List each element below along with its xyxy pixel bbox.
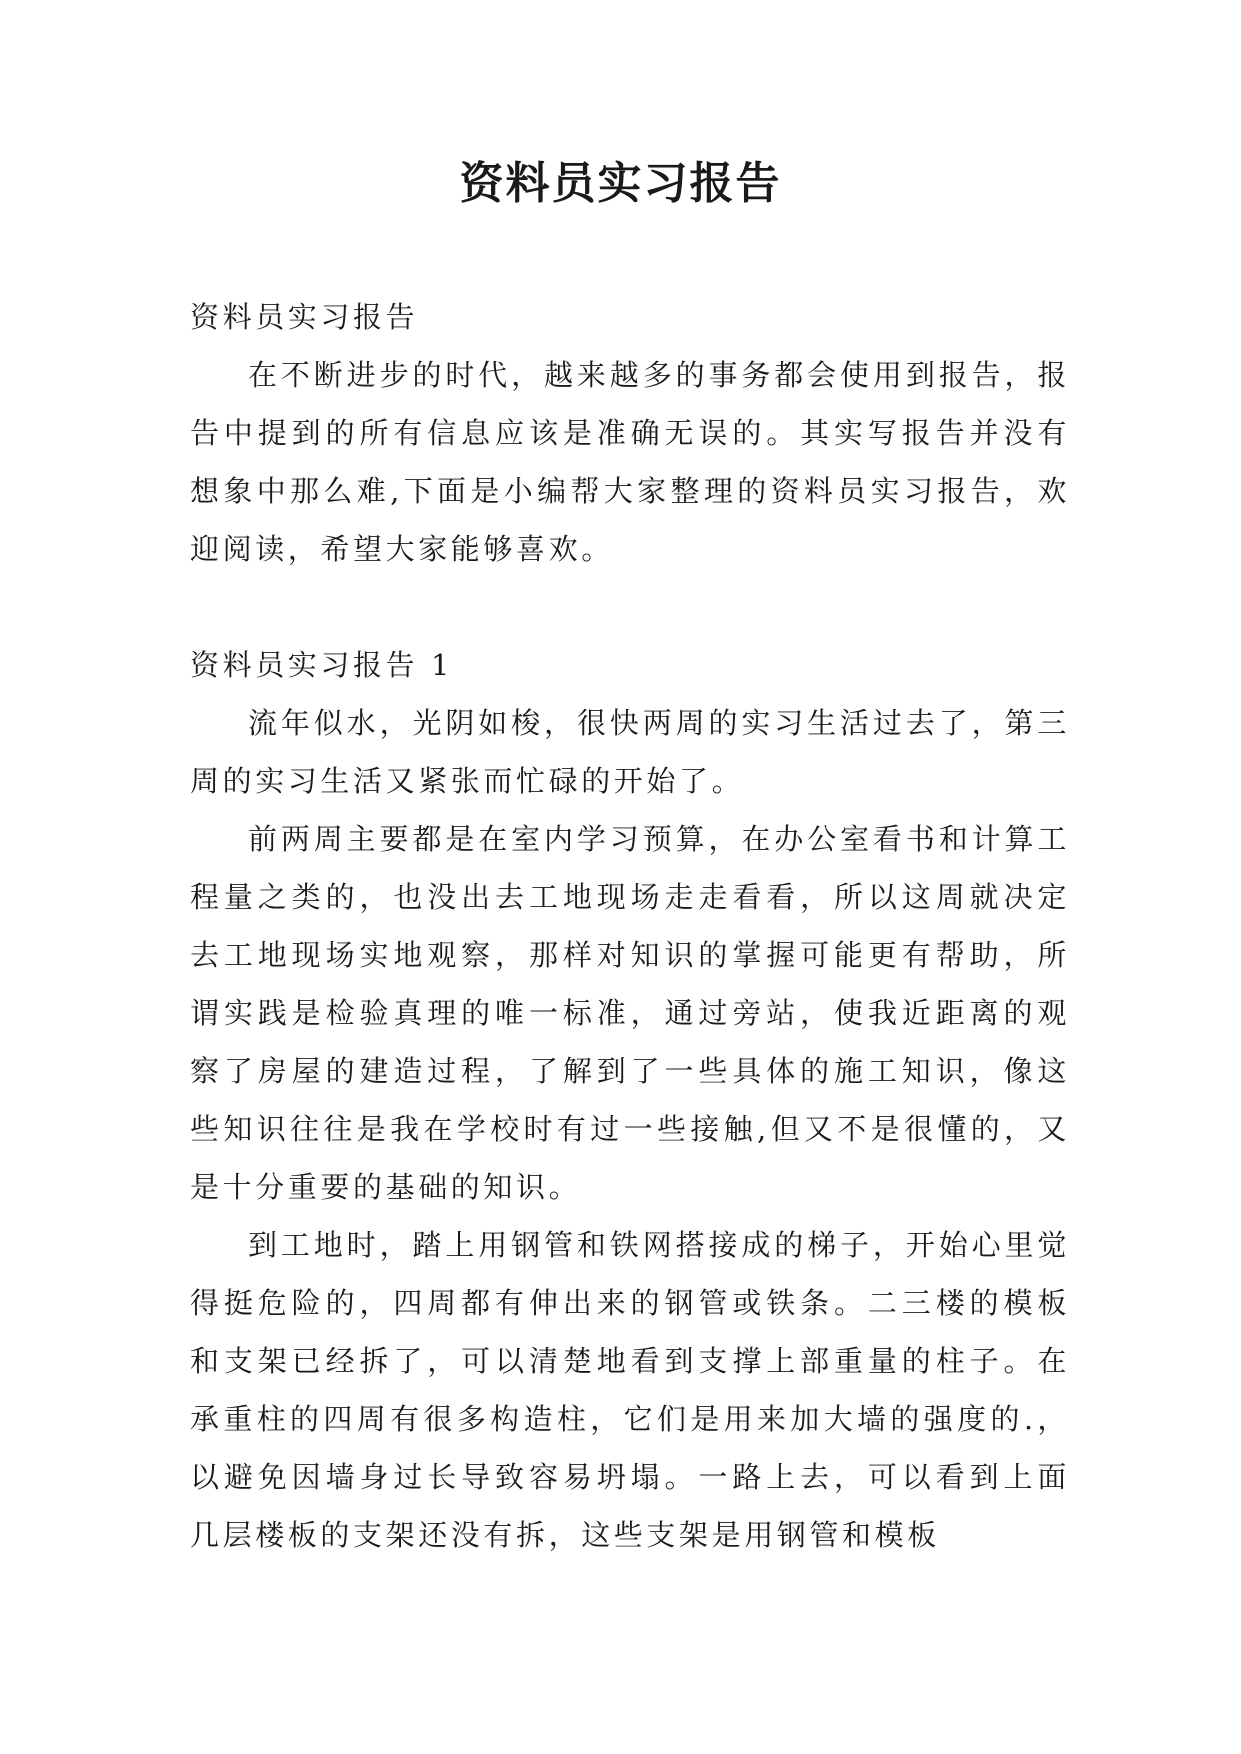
- body-paragraph: 前两周主要都是在室内学习预算，在办公室看书和计算工程量之类的，也没出去工地现场走走看看，所以这周就决定去工地现场实地观察，那样对知识的掌握可能更有帮助，所谓实践是检验真理的唯一标准，通过旁站，使我近距离的观察了房屋的建造过程，了解到了一些具体的施工知识，像这些知识往往是我在学校时有过一些接触,但又不是很懂的，又是十分重要的基础的知识。: [190, 822, 1070, 1204]
- document-title: 资料员实习报告: [459, 158, 782, 209]
- section-spacer: [190, 578, 1070, 636]
- body-paragraph: 到工地时，踏上用钢管和铁网搭接成的梯子，开始心里觉得挺危险的，四周都有伸出来的钢管或铁条。二三楼的模板和支架已经拆了，可以清楚地看到支撑上部重量的柱子。在承重柱的四周有很多构造柱，它们是用来加大墙的强度的.，以避免因墙身过长导致容易坍塌。一路上去，可以看到上面几层楼板的支架还没有拆，这些支架是用钢管和模板: [190, 1228, 1070, 1552]
- body-paragraph: 流年似水，光阴如梭，很快两周的实习生活过去了，第三周的实习生活又紧张而忙碌的开始了。: [190, 706, 1070, 798]
- intro-paragraph: 在不断进步的时代，越来越多的事务都会使用到报告，报告中提到的所有信息应该是准确无误的。其实写报告并没有想象中那么难,下面是小编帮大家整理的资料员实习报告，欢迎阅读，希望大家能够喜欢。: [190, 358, 1070, 566]
- document-body: [190, 288, 1070, 1564]
- section-heading: 资料员实习报告 1: [190, 648, 454, 682]
- intro-heading: 资料员实习报告: [190, 300, 419, 334]
